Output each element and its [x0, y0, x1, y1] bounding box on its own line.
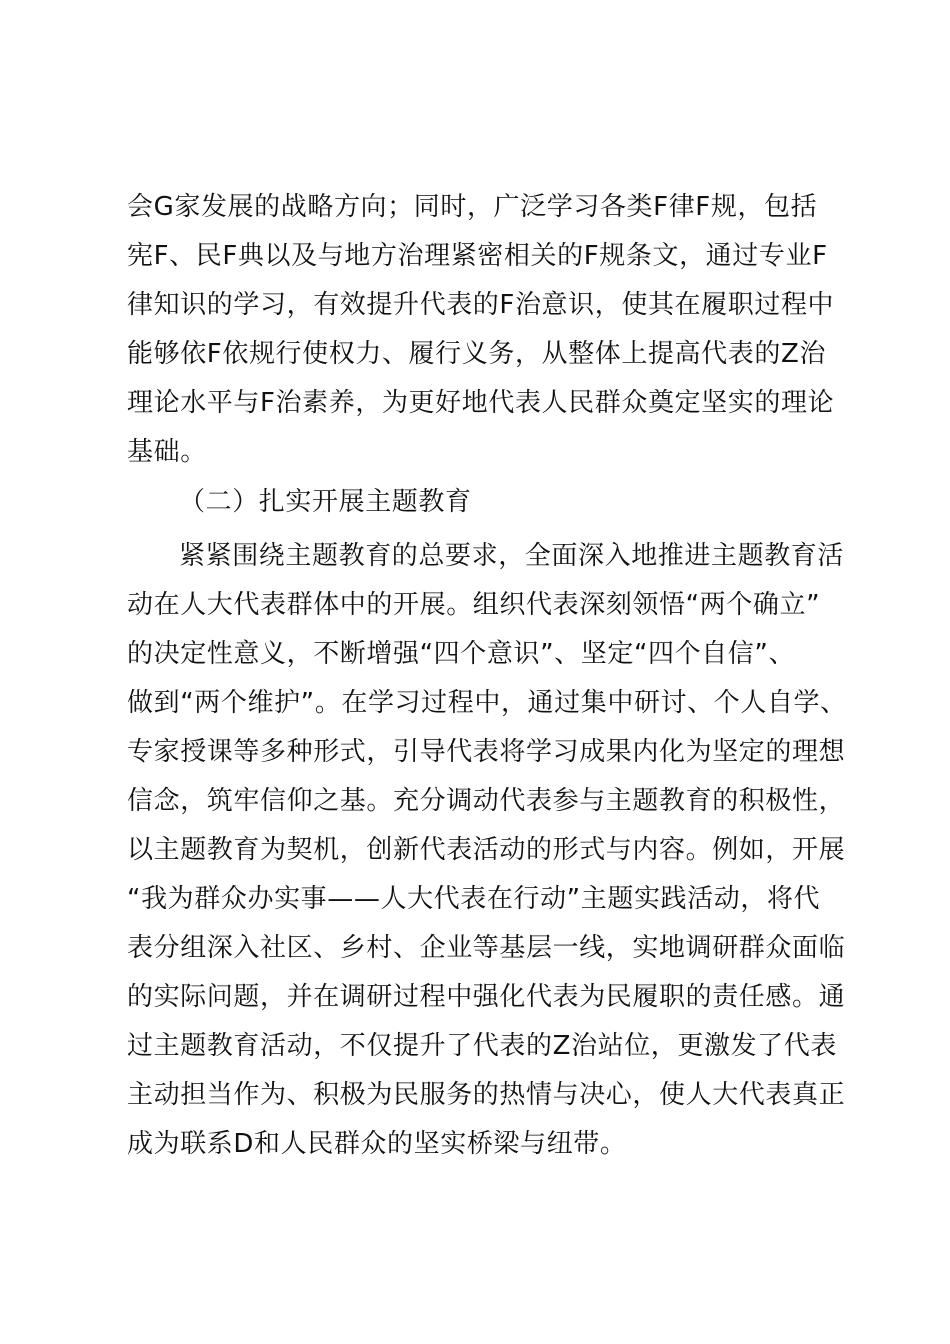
paragraph-line: 紧紧围绕主题教育的总要求，全面深入地推进主题教育活: [179, 541, 845, 571]
paragraph-line: 理论水平与F治素养，为更好地代表人民群众奠定坚实的理论: [127, 388, 835, 418]
paragraph-line: 基础。: [127, 437, 207, 467]
paragraph-line: 的实际问题，并在调研过程中强化代表为民履职的责任感。通: [127, 982, 846, 1012]
paragraph-line: 表分组深入社区、乡村、企业等基层一线，实地调研群众面临: [127, 933, 846, 963]
paragraph-line: 信念，筑牢信仰之基。充分调动代表参与主题教育的积极性，: [127, 786, 846, 816]
paragraph-line: 过主题教育活动，不仅提升了代表的Z治站位，更激发了代表: [127, 1031, 838, 1061]
paragraph-line: 宪F、民F典以及与地方治理紧密相关的F规条文，通过专业F: [127, 241, 828, 271]
paragraph-line: 做到“两个维护”。在学习过程中，通过集中研讨、个人自学、: [127, 688, 847, 718]
paragraph-line: 能够依F依规行使权力、履行义务，从整体上提高代表的Z治: [127, 339, 826, 369]
section-heading: （二）扎实开展主题教育: [179, 487, 472, 517]
paragraph-line: 的决定性意义，不断增强“四个意识”、坚定“四个自信”、: [127, 639, 796, 669]
paragraph-line: 主动担当作为、积极为民服务的热情与决心，使人大代表真正: [127, 1080, 846, 1110]
paragraph-line: 律知识的学习，有效提升代表的F治意识，使其在履职过程中: [127, 290, 835, 320]
paragraph-line: 专家授课等多种形式，引导代表将学习成果内化为坚定的理想: [127, 737, 846, 767]
paragraph-line: 以主题教育为契机，创新代表活动的形式与内容。例如，开展: [127, 835, 846, 865]
paragraph-line: 动在人大代表群体中的开展。组织代表深刻领悟“两个确立”: [127, 590, 821, 620]
paragraph-line: “我为群众办实事——人大代表在行动”主题实践活动，将代: [127, 884, 821, 914]
paragraph-line: 会G家发展的战略方向；同时，广泛学习各类F律F规，包括: [127, 192, 818, 222]
paragraph-line: 成为联系D和人民群众的坚实桥梁与纽带。: [127, 1129, 627, 1159]
